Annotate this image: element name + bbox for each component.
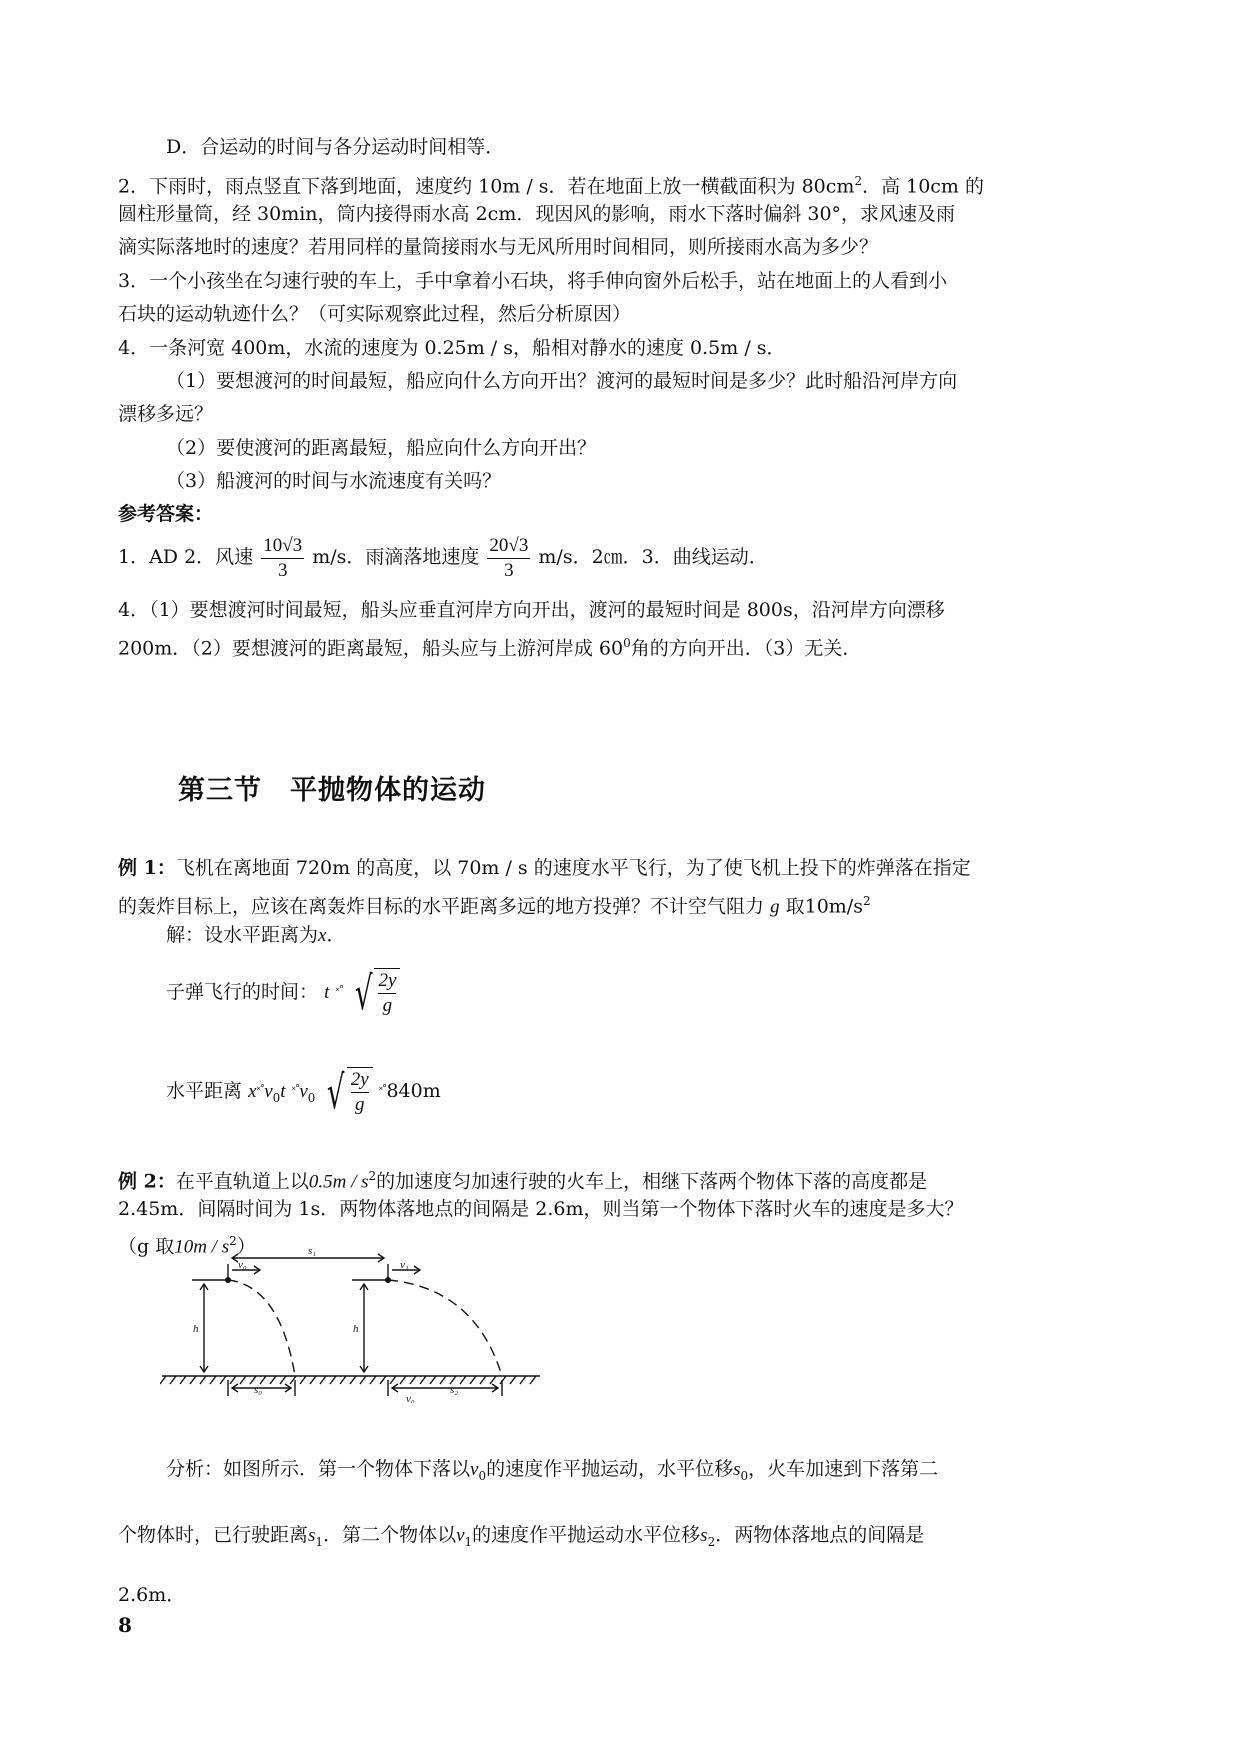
question-2-line-2: 圆柱形量筒，经 30min，筒内接得雨水高 2cm．现因风的影响，雨水下落时偏斜 30°，求风速及雨	[118, 203, 956, 225]
analysis-line-1: 分析：如图所示．第一个物体下落以$v_0$的速度作平抛运动，水平位移$s_0$，火车加速到下落第二	[166, 1458, 939, 1483]
label-v1: v₁	[400, 1259, 409, 1271]
question-2-line-3: 滴实际落地时的速度？若用同样的量筒接雨水与无风所用时间相同，则所接雨水高为多少？	[118, 236, 879, 258]
label-s2: s₂	[450, 1384, 459, 1396]
question-3-line-2: 石块的运动轨迹什么？（可实际观察此过程，然后分析原因）	[118, 303, 632, 325]
analysis-line-2: 个物体时，已行驶距离$s_1$．第二个物体以$v_1$的速度作平抛运动水平位移$s_2$．两物体落地点的间隔是	[118, 1524, 925, 1549]
question-4-part-2: （2）要使渡河的距离最短，船应向什么方向开出？	[166, 437, 597, 459]
page-number: 8	[118, 1613, 132, 1637]
example-1-solution: 解：设水平距离为x．	[166, 924, 346, 946]
answer-line-1: 1．AD 2．风速 $\frac{10√3}{3}$ m/s．雨滴落地速度 $\frac{20√3}{3}$ m/s．2㎝．3．曲线运动．	[118, 534, 768, 581]
trajectory-2	[388, 1280, 502, 1376]
example-1-line-2: 的轰炸目标上，应该在离轰炸目标的水平距离多远的地方投弹？不计空气阻力 g 取$10m/s^2$	[118, 894, 871, 918]
question-2-line-1: 2．下雨时，雨点竖直下落到地面，速度约 10m / s．若在地面上放一横截面积为 $80cm^2$．高 10cm 的	[118, 174, 984, 198]
question-4-part-1: （1）要想渡河的时间最短，船应向什么方向开出？渡河的最短时间是多少？此时船沿河岸方向	[166, 370, 958, 392]
example-2-line-2: 2.45m．间隔时间为 1s．两物体落地点的间隔是 2.6m，则当第一个物体下落时火车的速度是多大？	[118, 1198, 964, 1220]
label-v0-bottom: v₀	[406, 1393, 415, 1403]
question-4-part-1-cont: 漂移多远？	[118, 403, 214, 425]
option-d: D．合运动的时间与各分运动时间相等．	[166, 136, 505, 158]
trajectory-1	[228, 1280, 295, 1376]
object-2	[385, 1277, 391, 1283]
label-h-2: h	[353, 1323, 359, 1335]
label-s0: s₀	[254, 1384, 263, 1396]
question-3-line-1: 3．一个小孩坐在匀速行驶的车上，手中拿着小石块，将手伸向窗外后松手，站在地面上的人看到小	[118, 270, 948, 292]
horizontal-distance-formula: 水平距离 $x^{˟˚}v_0t$ $^{˟˚}v_0$ √ $\frac{2y}{g}$ ˟˚840m	[166, 1065, 441, 1119]
label-h-1: h	[193, 1323, 199, 1335]
label-v0: v₀	[238, 1259, 247, 1271]
ground-hatching	[160, 1376, 536, 1384]
superscript: 2	[854, 174, 863, 188]
sqrt-expression: √ $\frac{2y}{g}$	[321, 1067, 372, 1117]
answer-line-3: 200m．（2）要想渡河的距离最短，船头应与上游河岸成 $60^0$角的方向开出．（3）无关．	[118, 636, 862, 660]
answer-line-2: 4．（1）要想渡河时间最短，船头应垂直河岸方向开出，渡河的最短时间是 800s，沿河岸方向漂移	[118, 599, 945, 621]
example-2-line-3: （g 取$10m / s^2$）	[118, 1234, 256, 1258]
object-1	[225, 1277, 231, 1283]
analysis-line-3: 2.6m．	[118, 1584, 186, 1606]
question-4-part-3: （3）船渡河的时间与水流速度有关吗？	[166, 470, 502, 492]
projectile-diagram	[160, 1238, 560, 1403]
flight-time-formula: 子弹飞行的时间： t ˟˚ √ $\frac{2y}{g}$	[166, 964, 400, 1021]
example-2-line-1: 例 2：在平直轨道上以$0.5m / s^2$的加速度匀加速行驶的火车上，相继下落两个物体下落的高度都是	[118, 1169, 928, 1193]
question-4-line-1: 4．一条河宽 400m，水流的速度为 0.25m / s，船相对静水的速度 0.5m / s．	[118, 337, 786, 359]
answers-heading: 参考答案：	[118, 503, 214, 525]
fraction-rain-speed: $\frac{20√3}{3}$	[489, 534, 529, 581]
sqrt-expression: √ $\frac{2y}{g}$	[349, 968, 400, 1018]
fraction-wind-speed: $\frac{10√3}{3}$	[263, 534, 303, 581]
example-1-line-1: 例 1：飞机在离地面 720m 的高度，以 70m / s 的速度水平飞行，为了使飞机上投下的炸弹落在指定	[118, 857, 971, 879]
section-title: 第三节 平抛物体的运动	[178, 775, 486, 806]
label-s1: s₁	[308, 1245, 317, 1257]
